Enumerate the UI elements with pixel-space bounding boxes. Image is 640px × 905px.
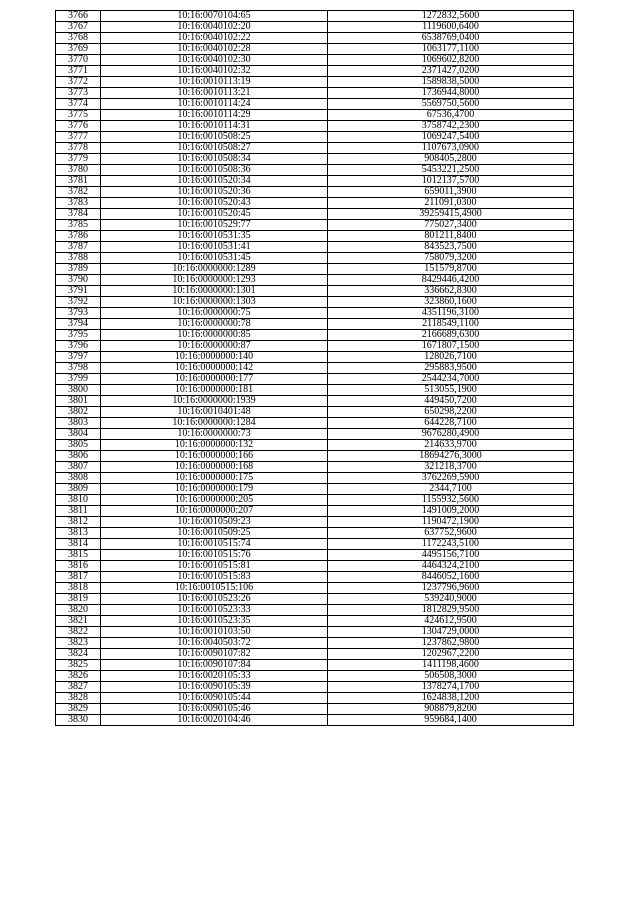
cadastral-number-cell: 10:16:0010113:19 xyxy=(101,77,328,88)
cadastral-number-cell: 10:16:0000000:85 xyxy=(101,330,328,341)
cadastral-number-cell: 10:16:0010520:34 xyxy=(101,176,328,187)
row-number-cell: 3823 xyxy=(56,638,101,649)
cadastral-number-cell: 10:16:0000000:179 xyxy=(101,484,328,495)
table-row xyxy=(56,451,574,462)
row-number-cell: 3829 xyxy=(56,704,101,715)
table-row xyxy=(56,660,574,671)
value-cell: 4495156,7100 xyxy=(328,550,574,561)
cadastral-number-cell: 10:16:0010508:27 xyxy=(101,143,328,154)
value-cell: 2118549,1100 xyxy=(328,319,574,330)
row-number-cell: 3818 xyxy=(56,583,101,594)
row-number-cell: 3808 xyxy=(56,473,101,484)
table-row xyxy=(56,473,574,484)
row-number-cell: 3811 xyxy=(56,506,101,517)
table-row xyxy=(56,11,574,22)
row-number-cell: 3766 xyxy=(56,11,101,22)
cadastral-number-cell: 10:16:0010523:35 xyxy=(101,616,328,627)
row-number-cell: 3812 xyxy=(56,517,101,528)
row-number-cell: 3828 xyxy=(56,693,101,704)
cadastral-number-cell: 10:16:0010515:106 xyxy=(101,583,328,594)
cadastral-number-cell: 10:16:0000000:205 xyxy=(101,495,328,506)
value-cell: 1172243,5100 xyxy=(328,539,574,550)
cadastral-number-cell: 10:16:0010401:48 xyxy=(101,407,328,418)
row-number-cell: 3814 xyxy=(56,539,101,550)
row-number-cell: 3775 xyxy=(56,110,101,121)
row-number-cell: 3822 xyxy=(56,627,101,638)
cadastral-number-cell: 10:16:0000000:1939 xyxy=(101,396,328,407)
cadastral-number-cell: 10:16:0010515:81 xyxy=(101,561,328,572)
row-number-cell: 3830 xyxy=(56,715,101,726)
row-number-cell: 3816 xyxy=(56,561,101,572)
cadastral-number-cell: 10:16:0010515:83 xyxy=(101,572,328,583)
table-row xyxy=(56,440,574,451)
cadastral-number-cell: 10:16:0040102:32 xyxy=(101,66,328,77)
value-cell: 1202967,2200 xyxy=(328,649,574,660)
table-row xyxy=(56,682,574,693)
row-number-cell: 3768 xyxy=(56,33,101,44)
table-row xyxy=(56,495,574,506)
cadastral-number-cell: 10:16:0070104:65 xyxy=(101,11,328,22)
cadastral-number-cell: 10:16:0000000:175 xyxy=(101,473,328,484)
table-row xyxy=(56,88,574,99)
table-row xyxy=(56,407,574,418)
value-cell: 6538769,0400 xyxy=(328,33,574,44)
value-cell: 908405,2800 xyxy=(328,154,574,165)
table-row xyxy=(56,506,574,517)
cadastral-number-cell: 10:16:0000000:142 xyxy=(101,363,328,374)
value-cell: 1012137,5700 xyxy=(328,176,574,187)
table-row xyxy=(56,44,574,55)
row-number-cell: 3781 xyxy=(56,176,101,187)
value-cell: 128026,7100 xyxy=(328,352,574,363)
value-cell: 959684,1400 xyxy=(328,715,574,726)
value-cell: 5453221,2500 xyxy=(328,165,574,176)
cadastral-number-cell: 10:16:0000000:87 xyxy=(101,341,328,352)
value-cell: 775027,3400 xyxy=(328,220,574,231)
value-cell: 1272832,5600 xyxy=(328,11,574,22)
row-number-cell: 3787 xyxy=(56,242,101,253)
value-cell: 1671807,1500 xyxy=(328,341,574,352)
cadastral-number-cell: 10:16:0010114:29 xyxy=(101,110,328,121)
value-cell: 1155932,5600 xyxy=(328,495,574,506)
cadastral-number-cell: 10:16:0010114:24 xyxy=(101,99,328,110)
row-number-cell: 3807 xyxy=(56,462,101,473)
table-row xyxy=(56,363,574,374)
table-row xyxy=(56,319,574,330)
table-row xyxy=(56,187,574,198)
table-row xyxy=(56,627,574,638)
value-cell: 214633,9700 xyxy=(328,440,574,451)
row-number-cell: 3767 xyxy=(56,22,101,33)
cadastral-number-cell: 10:16:0000000:166 xyxy=(101,451,328,462)
row-number-cell: 3795 xyxy=(56,330,101,341)
cadastral-number-cell: 10:16:0040102:30 xyxy=(101,55,328,66)
value-cell: 1589838,5000 xyxy=(328,77,574,88)
table-row xyxy=(56,308,574,319)
table-row xyxy=(56,77,574,88)
table-row xyxy=(56,572,574,583)
value-cell: 151579,8700 xyxy=(328,264,574,275)
cadastral-number-cell: 10:16:0040503:72 xyxy=(101,638,328,649)
table-row xyxy=(56,198,574,209)
row-number-cell: 3784 xyxy=(56,209,101,220)
value-cell: 321218,3700 xyxy=(328,462,574,473)
table-row xyxy=(56,66,574,77)
cadastral-number-cell: 10:16:0010508:34 xyxy=(101,154,328,165)
table-row xyxy=(56,286,574,297)
row-number-cell: 3813 xyxy=(56,528,101,539)
row-number-cell: 3790 xyxy=(56,275,101,286)
table-row xyxy=(56,715,574,726)
table-row xyxy=(56,583,574,594)
table-row xyxy=(56,165,574,176)
row-number-cell: 3827 xyxy=(56,682,101,693)
table-row xyxy=(56,605,574,616)
value-cell: 1378274,1700 xyxy=(328,682,574,693)
table-row xyxy=(56,264,574,275)
value-cell: 758079,3200 xyxy=(328,253,574,264)
table-row xyxy=(56,121,574,132)
row-number-cell: 3777 xyxy=(56,132,101,143)
row-number-cell: 3802 xyxy=(56,407,101,418)
table-row xyxy=(56,539,574,550)
table-row xyxy=(56,220,574,231)
value-cell: 1491009,2000 xyxy=(328,506,574,517)
table-row xyxy=(56,99,574,110)
value-cell: 18694276,3000 xyxy=(328,451,574,462)
cadastral-number-cell: 10:16:0000000:1303 xyxy=(101,297,328,308)
table-row xyxy=(56,550,574,561)
value-cell: 1063177,1100 xyxy=(328,44,574,55)
cadastral-number-cell: 10:16:0000000:73 xyxy=(101,429,328,440)
row-number-cell: 3804 xyxy=(56,429,101,440)
value-cell: 1190472,1900 xyxy=(328,517,574,528)
table-row xyxy=(56,649,574,660)
row-number-cell: 3803 xyxy=(56,418,101,429)
cadastral-number-cell: 10:16:0000000:1284 xyxy=(101,418,328,429)
cadastral-number-cell: 10:16:0000000:181 xyxy=(101,385,328,396)
table-row xyxy=(56,418,574,429)
row-number-cell: 3792 xyxy=(56,297,101,308)
cadastral-number-cell: 10:16:0090105:39 xyxy=(101,682,328,693)
value-cell: 843523,7500 xyxy=(328,242,574,253)
cadastral-number-cell: 10:16:0040102:22 xyxy=(101,33,328,44)
cadastral-number-cell: 10:16:0010531:45 xyxy=(101,253,328,264)
value-cell: 1069602,8200 xyxy=(328,55,574,66)
row-number-cell: 3796 xyxy=(56,341,101,352)
value-cell: 336662,8300 xyxy=(328,286,574,297)
table-row xyxy=(56,561,574,572)
value-cell: 295883,9500 xyxy=(328,363,574,374)
row-number-cell: 3789 xyxy=(56,264,101,275)
value-cell: 1069247,5400 xyxy=(328,132,574,143)
value-cell: 644228,7100 xyxy=(328,418,574,429)
cadastral-number-cell: 10:16:0040102:20 xyxy=(101,22,328,33)
table-row xyxy=(56,396,574,407)
cadastral-number-cell: 10:16:0010520:45 xyxy=(101,209,328,220)
value-cell: 5569750,5600 xyxy=(328,99,574,110)
cadastral-number-cell: 10:16:0010523:33 xyxy=(101,605,328,616)
table-row xyxy=(56,528,574,539)
table-row xyxy=(56,385,574,396)
row-number-cell: 3770 xyxy=(56,55,101,66)
row-number-cell: 3798 xyxy=(56,363,101,374)
row-number-cell: 3788 xyxy=(56,253,101,264)
row-number-cell: 3815 xyxy=(56,550,101,561)
value-cell: 2371427,0200 xyxy=(328,66,574,77)
table-row xyxy=(56,242,574,253)
cadastral-number-cell: 10:16:0020104:46 xyxy=(101,715,328,726)
value-cell: 1411198,4600 xyxy=(328,660,574,671)
row-number-cell: 3794 xyxy=(56,319,101,330)
table-row xyxy=(56,374,574,385)
value-cell: 323860,1600 xyxy=(328,297,574,308)
value-cell: 908879,8200 xyxy=(328,704,574,715)
value-cell: 2344,7100 xyxy=(328,484,574,495)
cadastral-number-cell: 10:16:0010113:21 xyxy=(101,88,328,99)
value-cell: 637752,9600 xyxy=(328,528,574,539)
cadastral-number-cell: 10:16:0090107:84 xyxy=(101,660,328,671)
row-number-cell: 3772 xyxy=(56,77,101,88)
row-number-cell: 3769 xyxy=(56,44,101,55)
value-cell: 1107673,0900 xyxy=(328,143,574,154)
row-number-cell: 3797 xyxy=(56,352,101,363)
value-cell: 1304729,0000 xyxy=(328,627,574,638)
value-cell: 1237796,9600 xyxy=(328,583,574,594)
cadastral-number-cell: 10:16:0010509:23 xyxy=(101,517,328,528)
row-number-cell: 3824 xyxy=(56,649,101,660)
table-row xyxy=(56,638,574,649)
row-number-cell: 3826 xyxy=(56,671,101,682)
cadastral-number-cell: 10:16:0020105:33 xyxy=(101,671,328,682)
table-row xyxy=(56,484,574,495)
row-number-cell: 3801 xyxy=(56,396,101,407)
cadastral-number-cell: 10:16:0000000:168 xyxy=(101,462,328,473)
table-row xyxy=(56,132,574,143)
table-row xyxy=(56,693,574,704)
row-number-cell: 3782 xyxy=(56,187,101,198)
table-row xyxy=(56,616,574,627)
row-number-cell: 3799 xyxy=(56,374,101,385)
table-row xyxy=(56,176,574,187)
table-row xyxy=(56,231,574,242)
row-number-cell: 3817 xyxy=(56,572,101,583)
cadastral-number-cell: 10:16:0090105:46 xyxy=(101,704,328,715)
cadastral-number-cell: 10:16:0090105:44 xyxy=(101,693,328,704)
table-row xyxy=(56,275,574,286)
row-number-cell: 3785 xyxy=(56,220,101,231)
cadastral-number-cell: 10:16:0040102:28 xyxy=(101,44,328,55)
row-number-cell: 3806 xyxy=(56,451,101,462)
row-number-cell: 3805 xyxy=(56,440,101,451)
cadastral-number-cell: 10:16:0010531:35 xyxy=(101,231,328,242)
cadastral-number-cell: 10:16:0090107:82 xyxy=(101,649,328,660)
cadastral-number-cell: 10:16:0000000:177 xyxy=(101,374,328,385)
table-row xyxy=(56,143,574,154)
data-table xyxy=(55,10,574,726)
value-cell: 8446052,1600 xyxy=(328,572,574,583)
table-row xyxy=(56,352,574,363)
table-row xyxy=(56,253,574,264)
value-cell: 539240,9000 xyxy=(328,594,574,605)
cadastral-number-cell: 10:16:0010520:43 xyxy=(101,198,328,209)
cadastral-number-cell: 10:16:0010529:77 xyxy=(101,220,328,231)
cadastral-number-cell: 10:16:0010508:36 xyxy=(101,165,328,176)
table-row xyxy=(56,671,574,682)
row-number-cell: 3800 xyxy=(56,385,101,396)
row-number-cell: 3819 xyxy=(56,594,101,605)
table-row xyxy=(56,55,574,66)
cadastral-number-cell: 10:16:0000000:132 xyxy=(101,440,328,451)
value-cell: 1237862,9800 xyxy=(328,638,574,649)
cadastral-number-cell: 10:16:0000000:1301 xyxy=(101,286,328,297)
table-row xyxy=(56,22,574,33)
cadastral-number-cell: 10:16:0010103:50 xyxy=(101,627,328,638)
cadastral-number-cell: 10:16:0000000:207 xyxy=(101,506,328,517)
value-cell: 449450,7200 xyxy=(328,396,574,407)
value-cell: 211091,0300 xyxy=(328,198,574,209)
row-number-cell: 3779 xyxy=(56,154,101,165)
table-row xyxy=(56,704,574,715)
table-row xyxy=(56,462,574,473)
cadastral-number-cell: 10:16:0000000:78 xyxy=(101,319,328,330)
table-body xyxy=(56,11,574,726)
cadastral-number-cell: 10:16:0000000:140 xyxy=(101,352,328,363)
value-cell: 659011,3900 xyxy=(328,187,574,198)
table-row xyxy=(56,517,574,528)
value-cell: 4351196,3100 xyxy=(328,308,574,319)
value-cell: 3758742,2300 xyxy=(328,121,574,132)
cadastral-number-cell: 10:16:0010520:36 xyxy=(101,187,328,198)
value-cell: 8429446,4200 xyxy=(328,275,574,286)
row-number-cell: 3821 xyxy=(56,616,101,627)
table-row xyxy=(56,154,574,165)
cadastral-number-cell: 10:16:0010523:26 xyxy=(101,594,328,605)
table-row xyxy=(56,33,574,44)
table-row xyxy=(56,341,574,352)
cadastral-number-cell: 10:16:0010508:25 xyxy=(101,132,328,143)
table-row xyxy=(56,110,574,121)
value-cell: 1119600,6400 xyxy=(328,22,574,33)
value-cell: 424612,9500 xyxy=(328,616,574,627)
row-number-cell: 3783 xyxy=(56,198,101,209)
value-cell: 39259415,4900 xyxy=(328,209,574,220)
row-number-cell: 3780 xyxy=(56,165,101,176)
value-cell: 9676280,4900 xyxy=(328,429,574,440)
cadastral-number-cell: 10:16:0000000:75 xyxy=(101,308,328,319)
cadastral-number-cell: 10:16:0000000:1293 xyxy=(101,275,328,286)
row-number-cell: 3791 xyxy=(56,286,101,297)
value-cell: 3762269,5900 xyxy=(328,473,574,484)
table-row xyxy=(56,330,574,341)
table-row xyxy=(56,594,574,605)
row-number-cell: 3825 xyxy=(56,660,101,671)
row-number-cell: 3820 xyxy=(56,605,101,616)
row-number-cell: 3793 xyxy=(56,308,101,319)
cadastral-number-cell: 10:16:0010515:76 xyxy=(101,550,328,561)
cadastral-number-cell: 10:16:0010509:25 xyxy=(101,528,328,539)
cadastral-number-cell: 10:16:0000000:1289 xyxy=(101,264,328,275)
value-cell: 801211,8400 xyxy=(328,231,574,242)
row-number-cell: 3776 xyxy=(56,121,101,132)
value-cell: 1736944,8000 xyxy=(328,88,574,99)
cadastral-number-cell: 10:16:0010114:31 xyxy=(101,121,328,132)
table-row xyxy=(56,209,574,220)
row-number-cell: 3771 xyxy=(56,66,101,77)
value-cell: 1624838,1200 xyxy=(328,693,574,704)
value-cell: 1812829,9500 xyxy=(328,605,574,616)
row-number-cell: 3778 xyxy=(56,143,101,154)
value-cell: 2544234,7000 xyxy=(328,374,574,385)
row-number-cell: 3774 xyxy=(56,99,101,110)
table-row xyxy=(56,297,574,308)
row-number-cell: 3810 xyxy=(56,495,101,506)
cadastral-number-cell: 10:16:0010531:41 xyxy=(101,242,328,253)
cadastral-number-cell: 10:16:0010515:74 xyxy=(101,539,328,550)
row-number-cell: 3773 xyxy=(56,88,101,99)
value-cell: 2166689,6300 xyxy=(328,330,574,341)
value-cell: 650298,2200 xyxy=(328,407,574,418)
value-cell: 506508,3000 xyxy=(328,671,574,682)
value-cell: 67536,4700 xyxy=(328,110,574,121)
table-row xyxy=(56,429,574,440)
row-number-cell: 3809 xyxy=(56,484,101,495)
value-cell: 4464324,2100 xyxy=(328,561,574,572)
value-cell: 513055,1900 xyxy=(328,385,574,396)
row-number-cell: 3786 xyxy=(56,231,101,242)
